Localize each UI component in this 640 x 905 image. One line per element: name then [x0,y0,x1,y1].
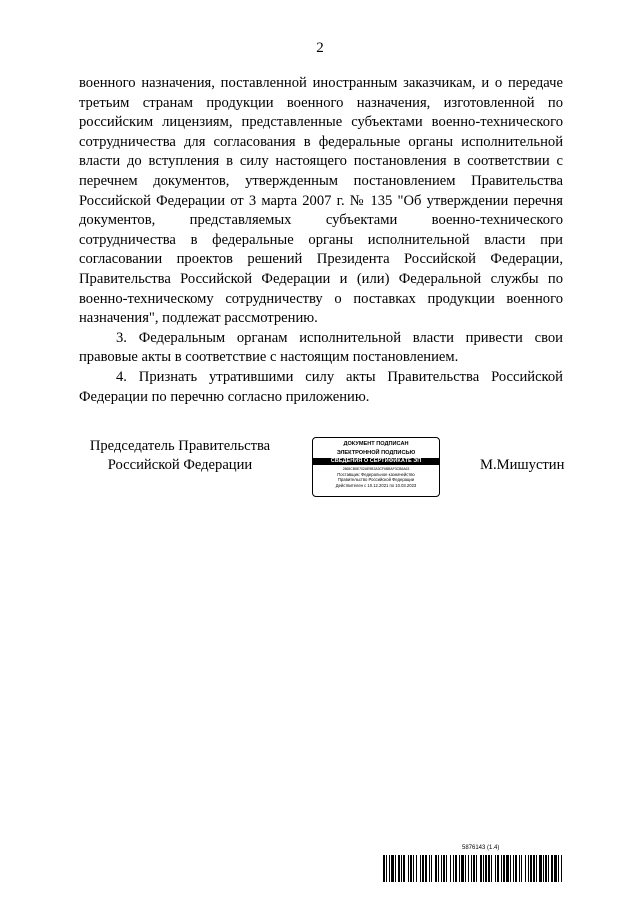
paragraph-continuation: военного назначения, поставленной иностранным заказчикам, и о передаче третьим странам продукции военного назначения, изготовленной по российским лицензиям, представленные субъектами военно-технического сотрудничества для согласования в федеральные органы исполнительной власти до вступления в силу настоящего постановления в соответствии с перечнем документов, утвержденным постановлением Правительства Российской Федерации от 3 марта 2007 г. № 135 "Об утверждении перечня документов, представляемых субъектами военно-технического сотрудничества в федеральные органы исполнительной власти при согласовании проектов решений Президента Российской Федерации, Правительства Российской Федерации и (или) Федеральной службы по военно-техническому сотрудничеству о поставках продукции военного назначения", подлежат рассмотрению. [79,75,563,327]
signatory-position-line2: Российской Федерации [107,457,253,473]
document-body [79,74,563,407]
signatory-name: М.Мишустин [480,457,565,473]
stamp-certificate-number: 2865CB8E702AE9B3A3CF6BBAF3CB6A63 [342,466,410,471]
barcode-icon [383,855,573,882]
paragraph-item-3: 3. Федеральным органам исполнительной власти привести свои правовые акты в соответствие с настоящим постановлением. [79,329,563,366]
document-code: 5876143 (1.4) [462,845,500,851]
stamp-supplier-line2: Правительство Российской Федерации [337,477,415,483]
stamp-title-line2: ЭЛЕКТРОННОЙ ПОДПИСЬЮ [336,450,416,457]
stamp-supplier-line1: Поставщик: Федеральное казначейство [337,471,415,477]
signatory-position-line1: Председатель Правительства [89,438,271,454]
paragraph-item-4: 4. Признать утратившими силу акты Правительства Российской Федерации по перечню согласно приложению. [79,368,563,405]
stamp-validity: Действителен с 10.12.2021 по 10.03.2023 [335,482,417,488]
electronic-signature-stamp [312,437,440,497]
stamp-title-line1: ДОКУМЕНТ ПОДПИСАН [343,441,409,447]
page-number: 2 [316,40,324,56]
signatory-position [80,437,280,475]
stamp-certificate-bar: СВЕДЕНИЯ О СЕРТИФИКАТЕ ЭП [313,458,439,465]
